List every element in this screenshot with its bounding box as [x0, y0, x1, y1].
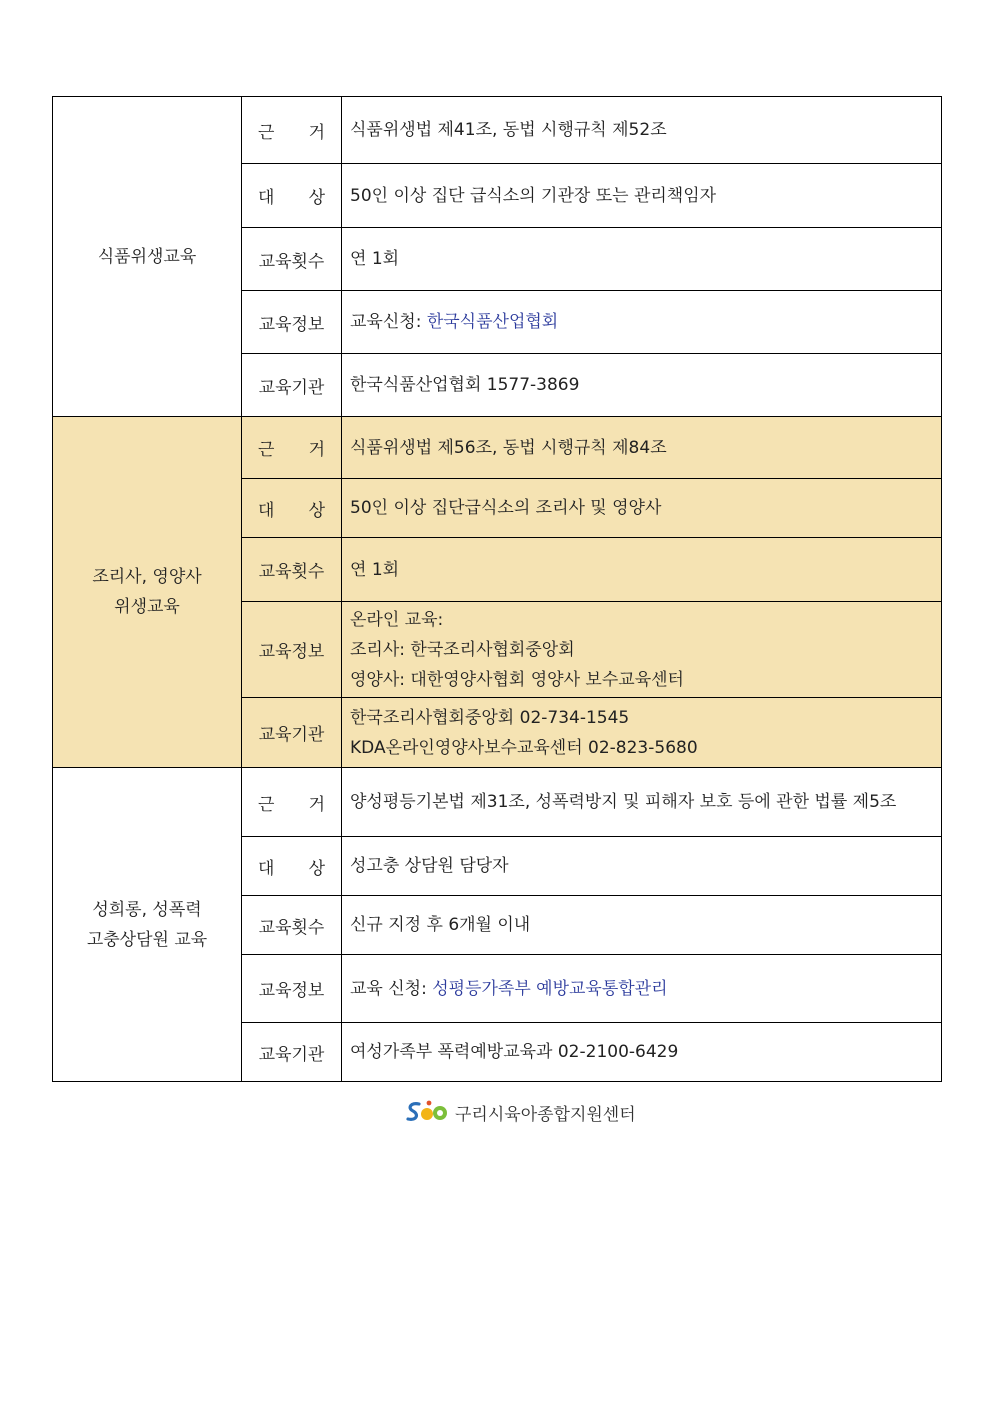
institution-line: KDA온라인영양사보수교육센터 02-823-5680 — [350, 737, 698, 758]
org-name: 구리시육아종합지원센터 — [455, 1104, 636, 1125]
guri-center-logo-icon — [405, 1098, 449, 1126]
table-row — [53, 97, 942, 164]
row-label-target: 대 상 — [242, 164, 342, 228]
category-harassment-counselor: 성희롱, 성폭력 고충상담원 교육 — [53, 768, 242, 1082]
row-label-frequency: 교육횟수 — [242, 228, 342, 291]
info-prefix: 교육 신청: — [350, 978, 433, 999]
row-label-institution: 교육기관 — [242, 698, 342, 768]
row-label-target: 대 상 — [242, 837, 342, 896]
row-label-frequency: 교육횟수 — [242, 896, 342, 955]
apply-link-gender-equality[interactable]: 성평등가족부 예방교육통합관리 — [432, 978, 668, 999]
row-label-info: 교육정보 — [242, 602, 342, 698]
row-label-basis: 근 거 — [242, 97, 342, 164]
row-value-target: 50인 이상 집단급식소의 조리사 및 영양사 — [342, 479, 942, 538]
row-value-frequency: 신규 지정 후 6개월 이내 — [342, 896, 942, 955]
row-value-institution — [342, 698, 942, 768]
row-label-institution: 교육기관 — [242, 354, 342, 417]
row-label-institution: 교육기관 — [242, 1023, 342, 1082]
category-food-hygiene: 식품위생교육 — [53, 97, 242, 417]
institution-line: 한국조리사협회중앙회 02-734-1545 — [350, 707, 630, 728]
row-value-basis: 식품위생법 제56조, 동법 시행규칙 제84조 — [342, 417, 942, 479]
row-value-basis: 양성평등기본법 제31조, 성폭력방지 및 피해자 보호 등에 관한 법률 제5조 — [342, 768, 942, 837]
row-value-target: 성고충 상담원 담당자 — [342, 837, 942, 896]
row-value-institution: 여성가족부 폭력예방교육과 02-2100-6429 — [342, 1023, 942, 1082]
row-label-basis: 근 거 — [242, 417, 342, 479]
row-label-frequency: 교육횟수 — [242, 538, 342, 602]
row-value-info — [342, 291, 942, 354]
row-value-basis: 식품위생법 제41조, 동법 시행규칙 제52조 — [342, 97, 942, 164]
row-value-info — [342, 955, 942, 1023]
table-row — [53, 768, 942, 837]
info-line: 조리사: 한국조리사협회중앙회 — [350, 639, 575, 660]
table-row — [53, 417, 942, 479]
apply-link-food-industry[interactable]: 한국식품산업협회 — [426, 312, 559, 332]
row-label-info: 교육정보 — [242, 291, 342, 354]
row-label-target: 대 상 — [242, 479, 342, 538]
info-prefix: 교육신청: — [350, 312, 427, 332]
row-value-target: 50인 이상 집단 급식소의 기관장 또는 관리책임자 — [342, 164, 942, 228]
row-label-info: 교육정보 — [242, 955, 342, 1023]
education-info-table — [52, 96, 942, 1082]
row-value-frequency: 연 1회 — [342, 538, 942, 602]
row-value-frequency: 연 1회 — [342, 228, 942, 291]
info-line: 온라인 교육: — [350, 609, 444, 630]
row-value-info — [342, 602, 942, 698]
category-cook-dietitian: 조리사, 영양사 위생교육 — [53, 417, 242, 768]
row-label-basis: 근 거 — [242, 768, 342, 837]
row-value-institution: 한국식품산업협회 1577-3869 — [342, 354, 942, 417]
footer-org — [405, 1098, 636, 1126]
info-line: 영양사: 대한영양사협회 영양사 보수교육센터 — [350, 669, 684, 690]
